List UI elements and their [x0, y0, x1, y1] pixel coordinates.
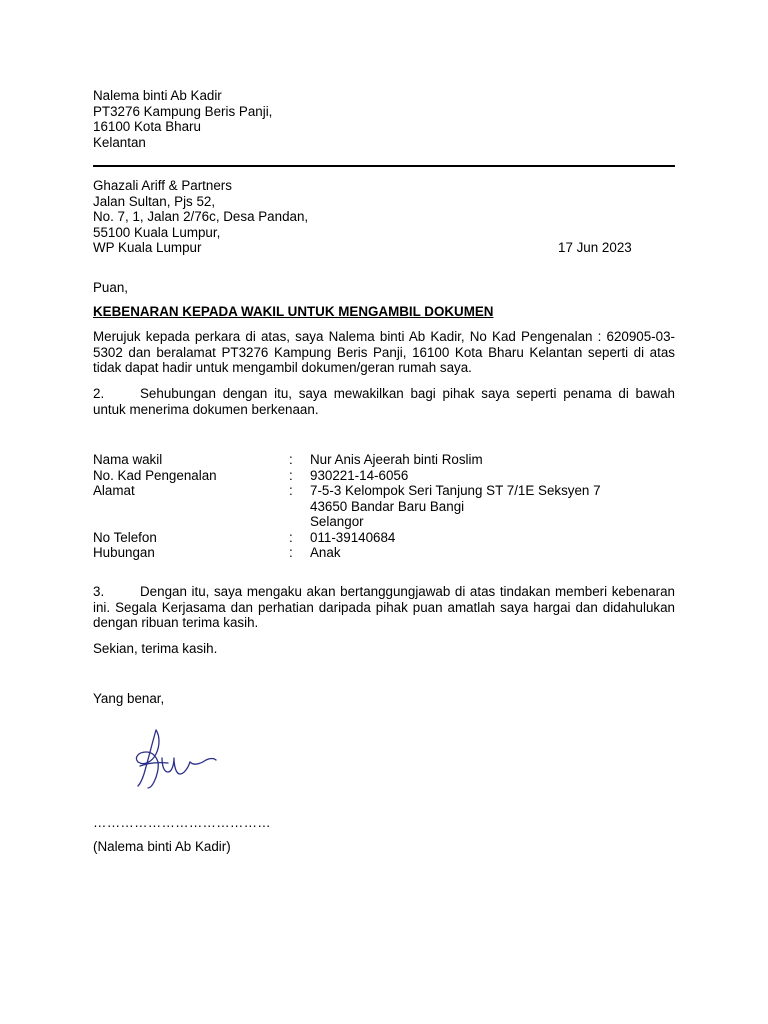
valediction: Yang benar,: [93, 691, 165, 706]
detail-value: [310, 483, 675, 530]
paragraph-1: Merujuk kepada perkara di atas, saya Nalema binti Ab Kadir, No Kad Pengenalan : 620905-03-5302 dan beralamat PT3276 Kampung Beris Panji, 16100 Kota Bharu Kelantan seperti di atas tidak dapat hadir untuk mengambil dokumen/geran rumah saya.: [93, 329, 675, 375]
detail-colon: :: [289, 452, 293, 467]
detail-colon: :: [289, 467, 293, 483]
address-line: 43650 Bandar Baru Bangi: [310, 498, 465, 514]
detail-row: [93, 483, 675, 530]
address-line: 7-5-3 Kelompok Seri Tanjung ST 7/1E Seksyen 7: [310, 483, 601, 498]
detail-label: No. Kad Pengenalan: [93, 467, 217, 483]
detail-value: Nur Anis Ajeerah binti Roslim: [310, 452, 483, 467]
sender-address-line: 16100 Kota Bharu: [93, 119, 201, 134]
letter-date: 17 Jun 2023: [558, 240, 632, 255]
sender-address-line: PT3276 Kampung Beris Panji,: [93, 103, 273, 119]
detail-row: [93, 468, 675, 484]
signature-image: [128, 722, 218, 794]
paragraph-text: Dengan itu, saya mengaku akan bertanggungjawab di atas tindakan memberi kebenaran ini. Segala Kerjasama dan perhatian daripada pihak puan amatlah saya hargai dan didahulukan dengan ribuan terima kasih.: [93, 584, 675, 630]
paragraph-number: 2.: [93, 386, 105, 401]
detail-value: 011-39140684: [310, 529, 396, 545]
header-divider: [93, 165, 675, 167]
detail-colon: :: [289, 545, 293, 560]
detail-row: [93, 545, 675, 561]
detail-colon: :: [289, 483, 293, 498]
sender-address: [93, 88, 272, 150]
paragraph-number: 3.: [93, 584, 105, 599]
paragraph-3: [93, 584, 675, 631]
signatory-name: (Nalema binti Ab Kadir): [93, 839, 231, 854]
detail-label: Hubungan: [93, 545, 155, 560]
detail-value: Anak: [310, 545, 341, 560]
detail-row: [93, 530, 675, 546]
representative-details: [93, 452, 675, 561]
paragraph-text: Sehubungan dengan itu, saya mewakilkan bagi pihak saya seperti penama di bawah untuk menerima dokumen berkenaan.: [93, 386, 675, 417]
recipient-address-line: No. 7, 1, Jalan 2/76c, Desa Pandan,: [93, 209, 309, 224]
subject-heading: KEBENARAN KEPADA WAKIL UNTUK MENGAMBIL DOKUMEN: [93, 304, 494, 319]
sender-name: Nalema binti Ab Kadir: [93, 88, 222, 103]
recipient-name: Ghazali Ariff & Partners: [93, 178, 232, 193]
recipient-address-line: WP Kuala Lumpur: [93, 240, 202, 255]
sender-address-line: Kelantan: [93, 134, 146, 150]
detail-row: [93, 452, 675, 468]
salutation: Puan,: [93, 280, 128, 295]
address-line: Selangor: [310, 514, 364, 529]
paragraph-2: [93, 386, 675, 417]
recipient-address-line: 55100 Kuala Lumpur,: [93, 224, 221, 240]
detail-label: No Telefon: [93, 529, 157, 545]
detail-label: Nama wakil: [93, 452, 163, 467]
detail-label: Alamat: [93, 483, 135, 498]
recipient-address-line: Jalan Sultan, Pjs 52,: [93, 193, 216, 209]
detail-colon: :: [289, 529, 293, 545]
closing-remark: Sekian, terima kasih.: [93, 641, 218, 656]
detail-value: 930221-14-6056: [310, 467, 409, 483]
signature-line: …………………………………: [93, 815, 271, 830]
